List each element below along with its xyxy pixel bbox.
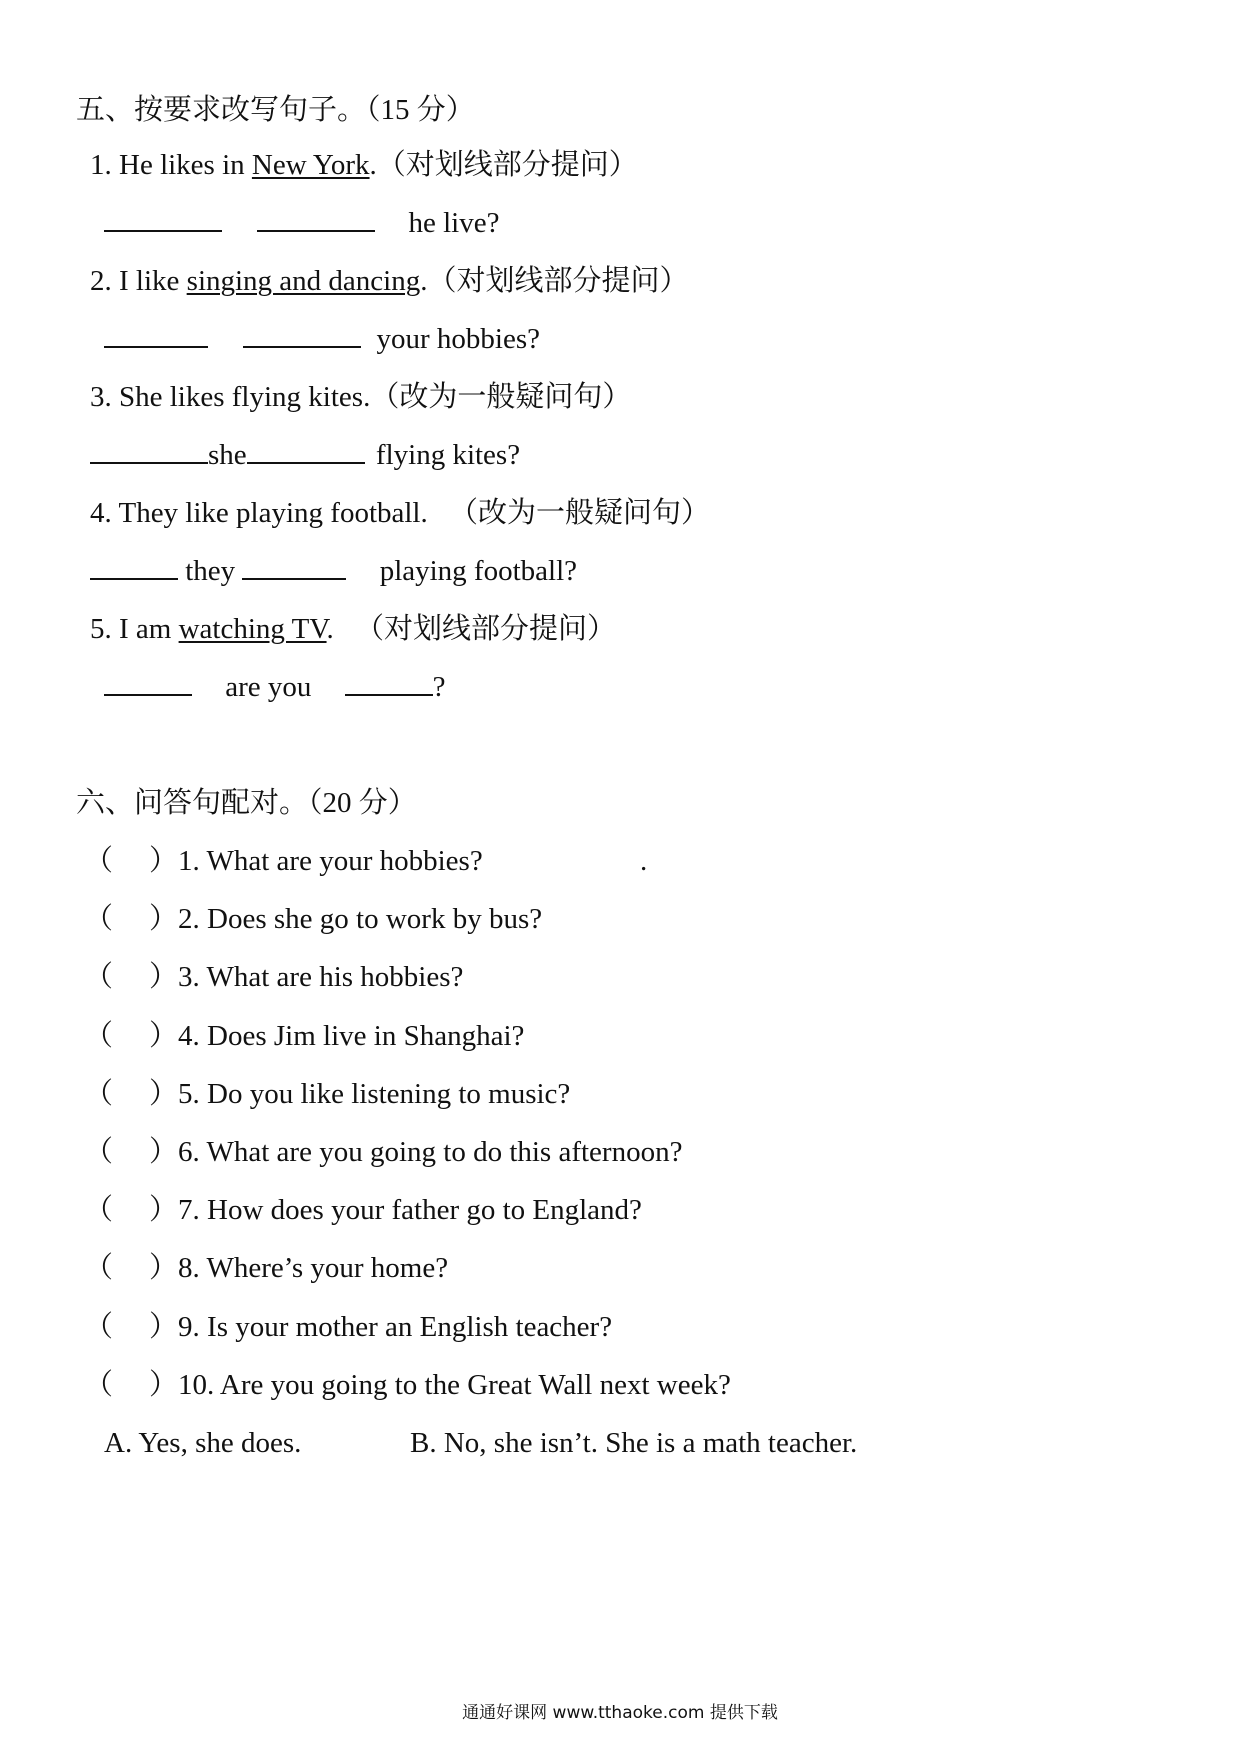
instruction: （对划线部分提问） xyxy=(355,613,617,645)
answer-option-a: A. Yes, she does. xyxy=(104,1427,302,1459)
question-text: 3. She likes flying kites. xyxy=(90,381,371,413)
answer-blank[interactable] xyxy=(243,322,361,348)
matching-question-text: 7. How does your father go to England? xyxy=(178,1194,642,1227)
stray-dot: . xyxy=(640,845,648,877)
matching-question-text: 5. Do you like listening to music? xyxy=(178,1077,571,1110)
answer-text: they xyxy=(185,555,236,587)
matching-question-row xyxy=(84,1309,612,1345)
matching-question-row xyxy=(84,1018,524,1054)
answer-bracket-close: ） xyxy=(149,1077,179,1110)
answer-text: he live? xyxy=(408,207,500,239)
answer-blank[interactable] xyxy=(104,670,192,696)
answer-bracket-close: ） xyxy=(149,1019,179,1052)
matching-question-row xyxy=(84,1192,642,1228)
answer-bracket-open: （ xyxy=(84,845,114,877)
answer-text: flying kites? xyxy=(375,439,521,471)
matching-question-row xyxy=(84,901,542,937)
answer-bracket-close: ） xyxy=(149,1310,179,1343)
answer-text: are you xyxy=(225,671,312,703)
answer-blank[interactable] xyxy=(345,670,433,696)
answer-bracket-close: ） xyxy=(149,1368,179,1401)
answer-text: ? xyxy=(432,671,446,703)
answer-bracket-close: ） xyxy=(149,903,179,936)
answer-bracket-open: （ xyxy=(84,961,114,994)
underlined-phrase: singing and dancing xyxy=(186,265,421,297)
section6-heading: 六、问答句配对。（20 分） xyxy=(76,787,417,819)
matching-question-text: 4. Does Jim live in Shanghai? xyxy=(178,1019,525,1052)
matching-question-row xyxy=(84,1076,570,1112)
matching-question-row xyxy=(84,959,463,995)
answer-option-b: B. No, she isn’t. She is a math teacher. xyxy=(410,1427,858,1459)
answer-text: your hobbies? xyxy=(376,323,540,355)
answer-line-5 xyxy=(104,669,446,705)
section5-heading: 五、按要求改写句子。（15 分） xyxy=(76,94,475,126)
question-tail: . xyxy=(326,613,334,645)
underlined-phrase: watching TV xyxy=(178,613,327,645)
answer-line-1 xyxy=(104,205,499,241)
answer-blank[interactable] xyxy=(104,206,222,232)
matching-question-row xyxy=(84,843,483,879)
matching-question-row xyxy=(84,1367,731,1403)
question-text: 2. I like xyxy=(90,265,187,297)
answer-blank[interactable] xyxy=(104,322,208,348)
instruction: （对划线部分提问） xyxy=(427,265,689,297)
matching-question-text: 9. Is your mother an English teacher? xyxy=(178,1310,613,1343)
answer-bracket-close: ） xyxy=(149,961,179,994)
matching-question-text: 8. Where’s your home? xyxy=(178,1252,449,1285)
answer-text: she xyxy=(208,439,247,471)
question-text: 1. He likes in xyxy=(90,149,252,181)
answer-bracket-close: ） xyxy=(149,1194,179,1227)
answer-blank[interactable] xyxy=(247,438,365,464)
question-text: 4. They like playing football. xyxy=(90,497,428,529)
answer-bracket-open: （ xyxy=(84,1077,114,1110)
matching-question-text: 1. What are your hobbies? xyxy=(178,845,483,877)
answer-bracket-open: （ xyxy=(84,1136,114,1168)
answer-bracket-open: （ xyxy=(84,1194,114,1227)
instruction: （对划线部分提问） xyxy=(376,149,638,181)
underlined-phrase: New York xyxy=(251,149,370,181)
matching-question-text: 10. Are you going to the Great Wall next week? xyxy=(178,1368,731,1401)
footer-credit: 通通好课网 www.tthaoke.com 提供下载 xyxy=(462,1703,778,1723)
answer-blank[interactable] xyxy=(257,206,375,232)
answer-line-4 xyxy=(90,553,577,589)
answer-line-2 xyxy=(104,321,540,357)
instruction: （改为一般疑问句） xyxy=(448,497,710,529)
matching-question-row xyxy=(84,1134,682,1170)
matching-question-text: 2. Does she go to work by bus? xyxy=(178,903,543,936)
answer-bracket-open: （ xyxy=(84,1019,114,1052)
answer-bracket-open: （ xyxy=(84,1310,114,1343)
answer-blank[interactable] xyxy=(90,438,208,464)
question-4 xyxy=(90,495,710,531)
answer-bracket-open: （ xyxy=(84,1252,114,1285)
question-text: 5. I am xyxy=(90,613,179,645)
answer-blank[interactable] xyxy=(242,554,346,580)
question-2 xyxy=(90,263,689,299)
matching-question-row xyxy=(84,1250,448,1286)
answer-bracket-close: ） xyxy=(149,1252,179,1285)
answer-line-3 xyxy=(90,437,520,473)
instruction: （改为一般疑问句） xyxy=(370,381,632,413)
matching-question-text: 3. What are his hobbies? xyxy=(178,961,464,994)
question-1 xyxy=(90,147,638,183)
question-tail: . xyxy=(420,265,428,297)
answer-blank[interactable] xyxy=(90,554,178,580)
question-5 xyxy=(90,611,616,647)
answer-bracket-close: ） xyxy=(149,1136,179,1168)
matching-question-text: 6. What are you going to do this afternoon? xyxy=(178,1136,683,1168)
question-tail: . xyxy=(369,149,377,181)
answer-bracket-open: （ xyxy=(84,903,114,936)
answer-bracket-close: ） xyxy=(149,845,179,877)
answer-text: playing football? xyxy=(379,555,577,587)
question-3 xyxy=(90,379,631,415)
answer-bracket-open: （ xyxy=(84,1368,114,1401)
